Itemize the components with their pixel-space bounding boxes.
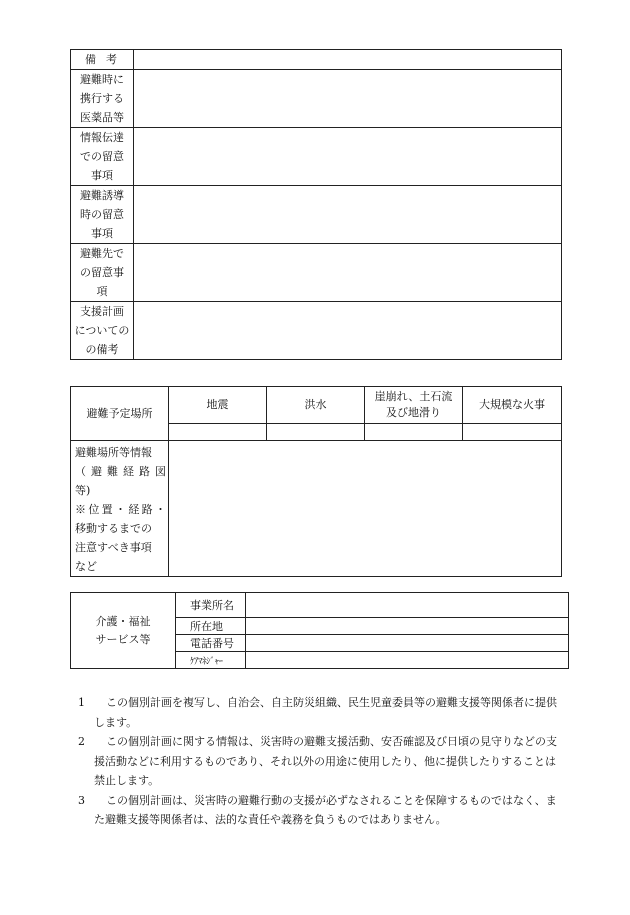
care-service-table	[70, 592, 569, 669]
evac-info-entry-cell[interactable]	[169, 441, 562, 577]
remarks-header-label: 備考	[71, 50, 134, 70]
note-number: 3	[78, 793, 85, 807]
note-text: この個別計画は、災害時の避難行動の支援が必ずなされることを保障するものではなく、また避難支援等関係者は、法的な責任や義務を負うものではありません。	[94, 793, 557, 826]
hazard-earthquake: 地震	[169, 387, 267, 424]
evac-info-row	[71, 441, 562, 577]
hazard-fire: 大規模な火事	[463, 387, 562, 424]
phone-cell[interactable]	[246, 635, 569, 652]
evac-place-table	[70, 386, 562, 577]
remarks-table	[70, 49, 562, 360]
remarks-header-row	[71, 50, 562, 70]
note-text: この個別計画に関する情報は、災害時の避難支援活動、安否確認及び日頃の見守りなどの支援活動などに利用するものであり、それ以外の用途に使用したり、他に提供したりすることは禁止します。	[94, 735, 557, 787]
table-row	[71, 302, 562, 360]
care-service-label: 介護・福祉 サービス等	[71, 593, 176, 669]
hazard-landslide: 崖崩れ、土石流 及び地滑り	[365, 387, 463, 424]
hazard-header-row	[71, 387, 562, 424]
row-label-info-transfer: 情報伝達 での留意 事項	[71, 128, 134, 186]
note-item	[74, 732, 564, 791]
evac-guidance-entry-cell[interactable]	[134, 186, 562, 244]
address-cell[interactable]	[246, 618, 569, 635]
care-manager-label: ｹｱﾏﾈｼﾞｬｰ	[176, 652, 246, 669]
office-name-cell[interactable]	[246, 593, 569, 618]
row-label-plan-remarks: 支援計画 についての の備考	[71, 302, 134, 360]
plan-remarks-entry-cell[interactable]	[134, 302, 562, 360]
note-number: 1	[78, 696, 85, 709]
hazard-flood: 洪水	[267, 387, 365, 424]
note-number: 2	[78, 735, 85, 748]
row-label-medicine: 避難時に 携行する 医薬品等	[71, 70, 134, 128]
care-manager-cell[interactable]	[246, 652, 569, 669]
flood-place-cell[interactable]	[267, 424, 365, 441]
office-name-label: 事業所名	[176, 593, 246, 618]
table-row	[71, 128, 562, 186]
table-row	[71, 186, 562, 244]
table-row	[71, 70, 562, 128]
care-row	[71, 593, 569, 618]
notes-section	[74, 693, 564, 830]
landslide-place-cell[interactable]	[365, 424, 463, 441]
place-label: 避難予定場所	[71, 387, 169, 441]
note-item	[74, 791, 564, 830]
table-row	[71, 244, 562, 302]
medicine-entry-cell[interactable]	[134, 70, 562, 128]
row-label-at-shelter: 避難先で の留意事 項	[71, 244, 134, 302]
row-label-evac-guidance: 避難誘導 時の留意 事項	[71, 186, 134, 244]
note-item	[74, 693, 564, 732]
evac-info-label: 避難場所等情報 （避難経路図 等) ※位置・経路・ 移動するまでの 注意すべき事項 など	[71, 441, 169, 577]
note-text: この個別計画を複写し、自治会、自主防災組織、民生児童委員等の避難支援等関係者に提供します。	[94, 696, 557, 729]
at-shelter-entry-cell[interactable]	[134, 244, 562, 302]
earthquake-place-cell[interactable]	[169, 424, 267, 441]
remarks-header-cell[interactable]	[134, 50, 562, 70]
phone-label: 電話番号	[176, 635, 246, 652]
address-label: 所在地	[176, 618, 246, 635]
fire-place-cell[interactable]	[463, 424, 562, 441]
info-transfer-entry-cell[interactable]	[134, 128, 562, 186]
